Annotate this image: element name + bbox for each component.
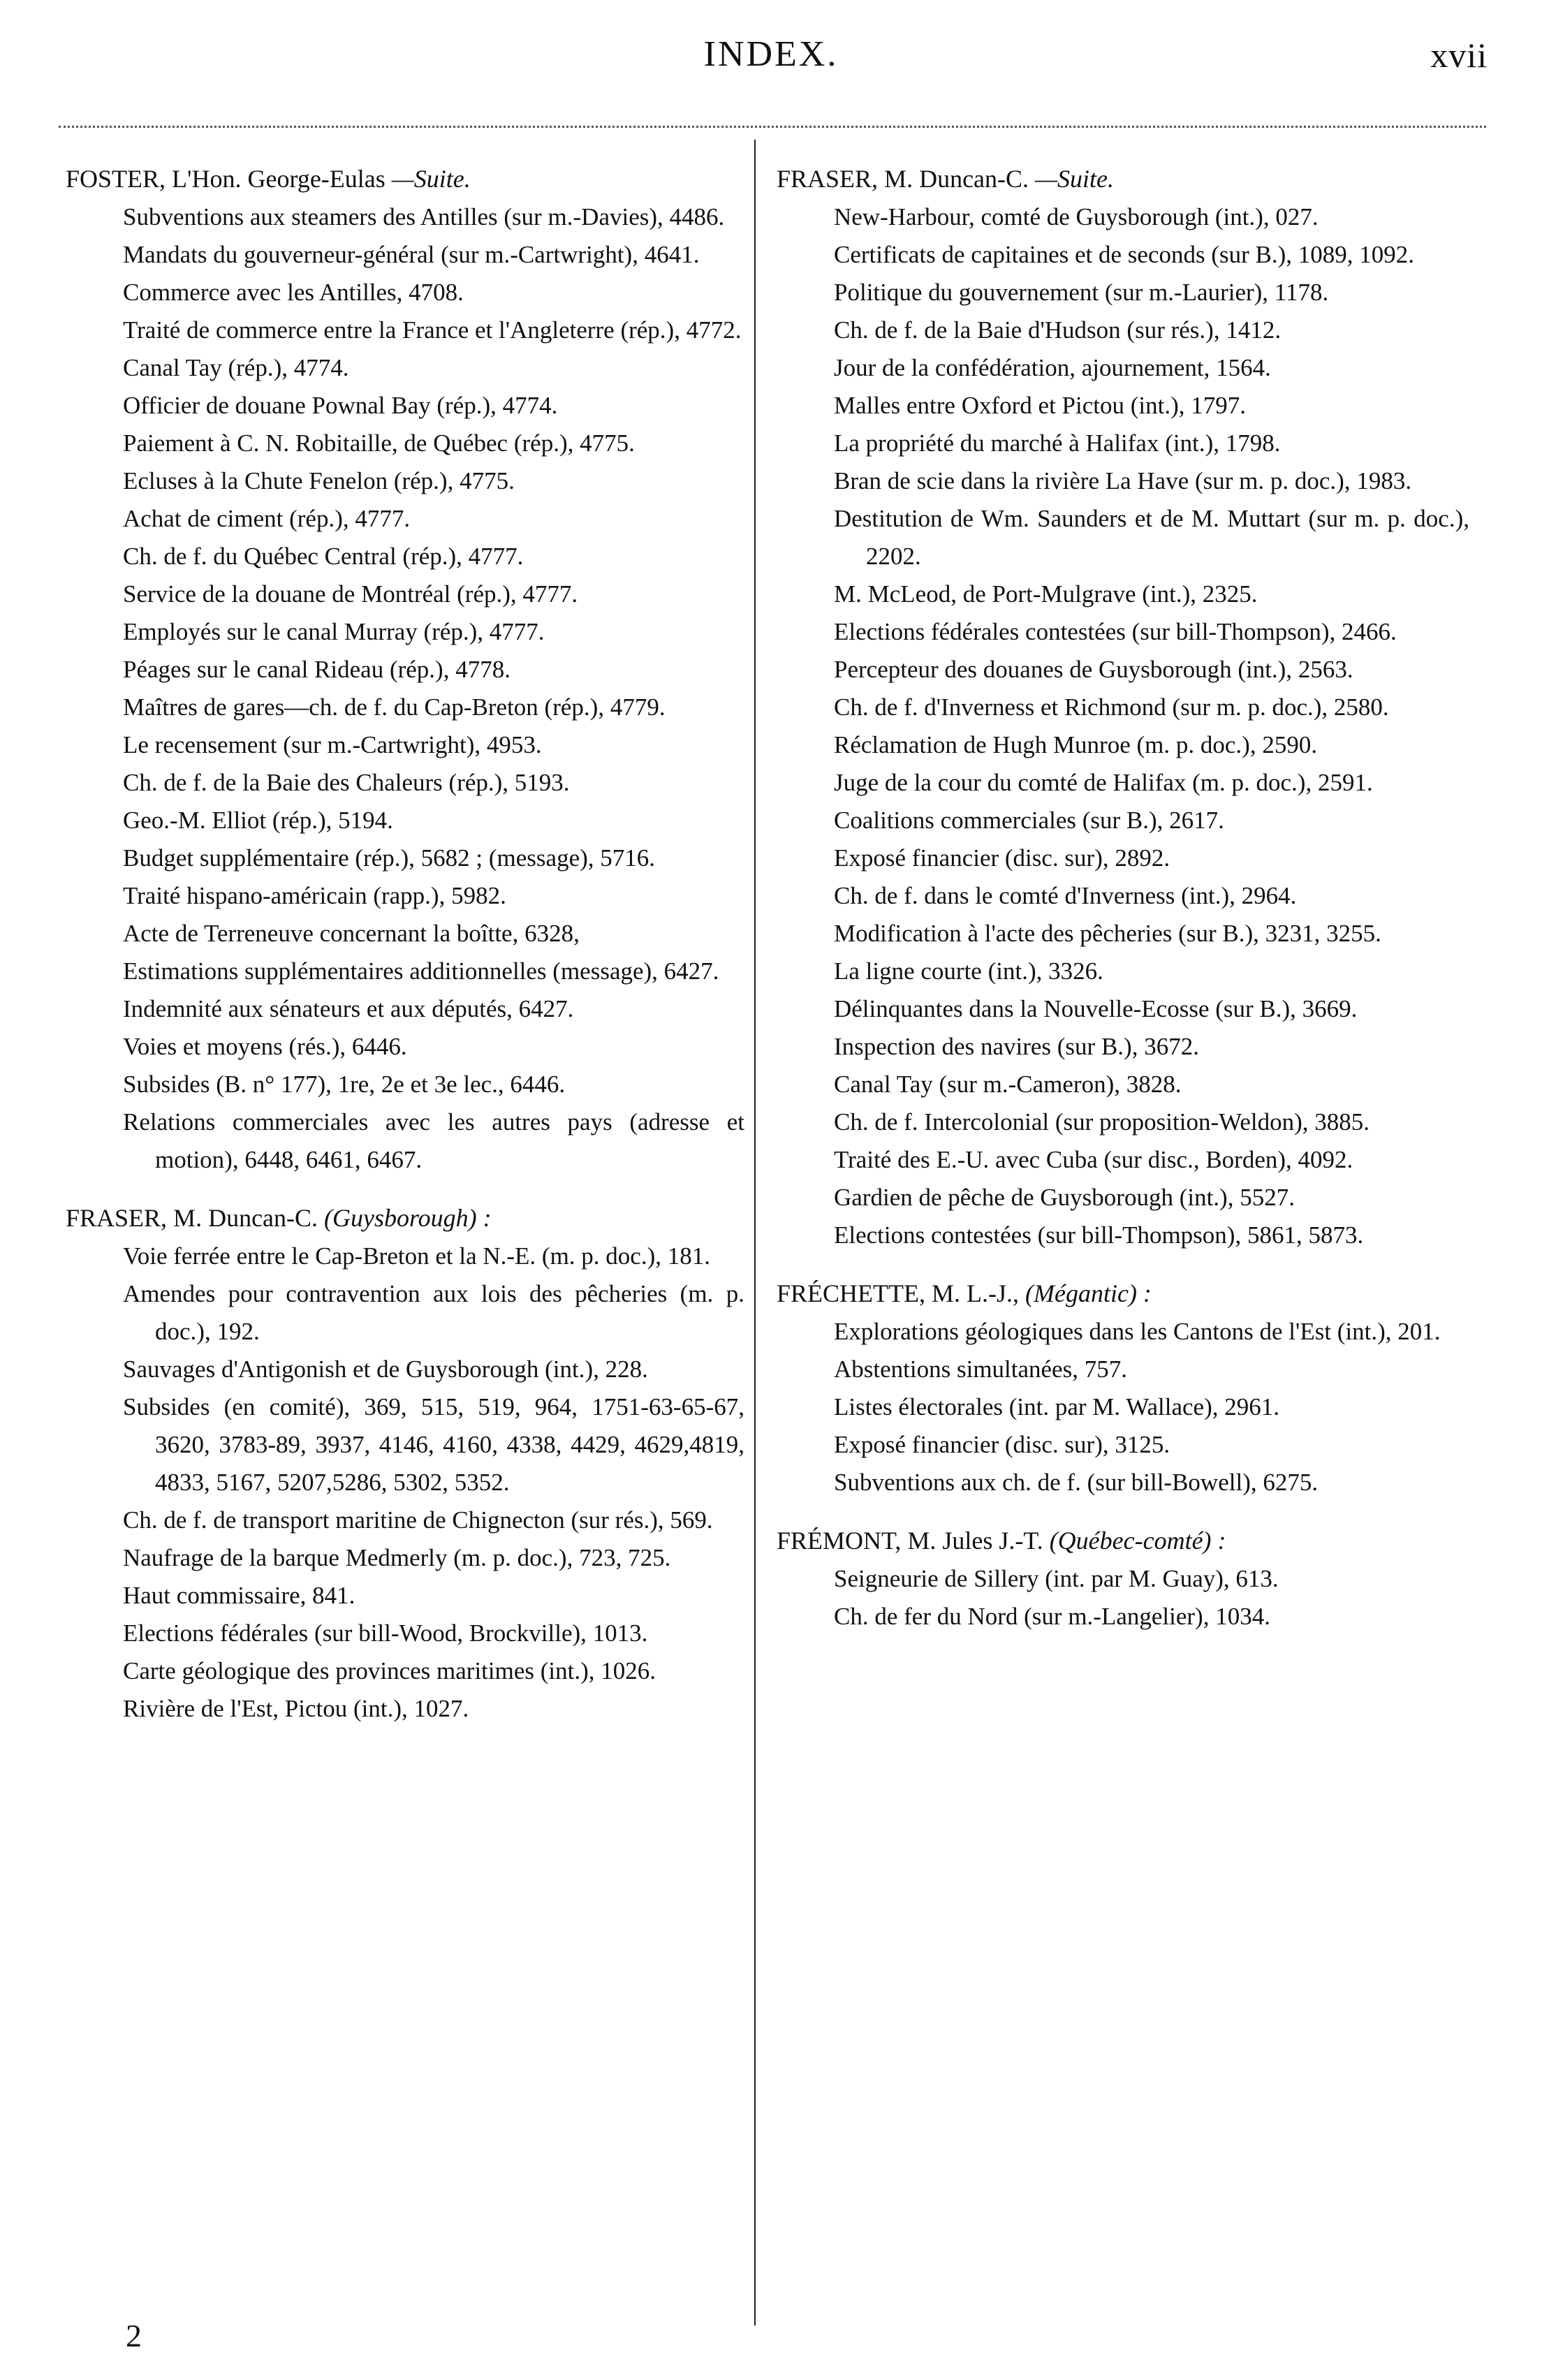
index-item: Traité des E.-U. avec Cuba (sur disc., Borden), 4092.	[834, 1146, 1353, 1173]
index-item: Elections contestées (sur bill-Thompson), 5861, 5873.	[834, 1221, 1364, 1249]
index-item: Percepteur des douanes de Guysborough (int.), 2563.	[834, 656, 1353, 683]
index-item: Acte de Terreneuve concernant la boîtte, 6328,	[123, 920, 580, 947]
index-item: Subsides (B. n° 177), 1re, 2e et 3e lec., 6446.	[123, 1071, 566, 1098]
index-item: Mandats du gouverneur-général (sur m.-Cartwright), 4641.	[123, 241, 700, 268]
index-item: Délinquantes dans la Nouvelle-Ecosse (sur B.), 3669.	[834, 995, 1358, 1022]
index-item: Ch. de f. Intercolonial (sur proposition-Weldon), 3885.	[834, 1108, 1370, 1136]
index-item: Ch. de f. d'Inverness et Richmond (sur m. p. doc.), 2580.	[834, 693, 1389, 721]
index-item: Commerce avec les Antilles, 4708.	[123, 279, 464, 306]
index-item: Elections fédérales (sur bill-Wood, Brockville), 1013.	[123, 1619, 648, 1647]
index-item: Modification à l'acte des pêcheries (sur B.), 3231, 3255.	[834, 920, 1381, 947]
index-item: Ch. de f. du Québec Central (rép.), 4777.	[123, 543, 524, 570]
index-item: Subventions aux steamers des Antilles (sur m.-Davies), 4486.	[123, 203, 725, 230]
index-entry	[771, 1521, 1469, 1636]
entry-items	[60, 198, 744, 1179]
index-item: Traité hispano-américain (rapp.), 5982.	[123, 882, 506, 909]
index-item: M. McLeod, de Port-Mulgrave (int.), 2325.	[834, 580, 1258, 608]
index-item: Indemnité aux sénateurs et aux députés, 6427.	[123, 995, 574, 1022]
index-item: Coalitions commerciales (sur B.), 2617.	[834, 807, 1224, 834]
index-item: Amendes pour contravention aux lois des pêcheries (m. p. doc.), 192.	[123, 1280, 744, 1345]
entry-suffix: —Suite.	[1035, 165, 1115, 193]
index-item: Juge de la cour du comté de Halifax (m. p. doc.), 2591.	[834, 769, 1373, 796]
entry-heading	[771, 1521, 1469, 1560]
index-item: Réclamation de Hugh Munroe (m. p. doc.), 2590.	[834, 731, 1318, 758]
index-item: Service de la douane de Montréal (rép.), 4777.	[123, 580, 578, 608]
index-item: Traité de commerce entre la France et l'Angleterre (rép.), 4772.	[123, 316, 742, 344]
index-item: Ch. de f. de la Baie des Chaleurs (rép.), 5193.	[123, 769, 570, 796]
index-item: Haut commissaire, 841.	[123, 1582, 355, 1609]
index-item: Listes électorales (int. par M. Wallace), 2961.	[834, 1393, 1279, 1420]
index-item: Officier de douane Pownal Bay (rép.), 4774.	[123, 392, 558, 419]
index-item: Ch. de f. dans le comté d'Inverness (int.), 2964.	[834, 882, 1297, 909]
index-entry	[771, 159, 1469, 1254]
index-item: Certificats de capitaines et de seconds (sur B.), 1089, 1092.	[834, 241, 1415, 268]
index-item: Employés sur le canal Murray (rép.), 4777.	[123, 618, 545, 645]
index-item: La ligne courte (int.), 3326.	[834, 957, 1103, 985]
index-item: Inspection des navires (sur B.), 3672.	[834, 1033, 1199, 1060]
right-column	[771, 159, 1469, 1655]
entry-items	[771, 1560, 1469, 1636]
index-item: Politique du gouvernement (sur m.-Laurier), 1178.	[834, 279, 1329, 306]
index-item: Malles entre Oxford et Pictou (int.), 1797.	[834, 392, 1247, 419]
index-item: Rivière de l'Est, Pictou (int.), 1027.	[123, 1695, 469, 1722]
index-item: Ch. de f. de la Baie d'Hudson (sur rés.), 1412.	[834, 316, 1282, 344]
index-item: Paiement à C. N. Robitaille, de Québec (rép.), 4775.	[123, 429, 635, 457]
entry-items	[771, 198, 1469, 1254]
entry-suffix: (Québec-comté) :	[1049, 1527, 1226, 1555]
entry-name: FRÉCHETTE, M. L.-J.,	[777, 1279, 1019, 1307]
entry-name: FOSTER, L'Hon. George-Eulas	[66, 165, 386, 193]
entry-items	[771, 1313, 1469, 1501]
index-item: La propriété du marché à Halifax (int.), 1798.	[834, 429, 1281, 457]
entry-name: FRÉMONT, M. Jules J.-T.	[777, 1527, 1043, 1555]
entry-suffix: (Guysborough) :	[324, 1204, 492, 1232]
index-item: Destitution de Wm. Saunders et de M. Muttart (sur m. p. doc.), 2202.	[834, 505, 1469, 570]
index-entry	[60, 1198, 744, 1728]
index-item: Exposé financier (disc. sur), 3125.	[834, 1431, 1170, 1458]
index-item: New-Harbour, comté de Guysborough (int.), 027.	[834, 203, 1319, 230]
index-entry	[771, 1274, 1469, 1501]
index-item: Abstentions simultanées, 757.	[834, 1356, 1127, 1383]
index-item: Voies et moyens (rés.), 6446.	[123, 1033, 407, 1060]
entry-heading	[60, 159, 744, 198]
index-item: Elections fédérales contestées (sur bill-Thompson), 2466.	[834, 618, 1397, 645]
index-item: Subsides (en comité), 369, 515, 519, 964, 1751-63-65-67, 3620, 3783-89, 3937, 4146, 4160, 4338, 4429, 4629,4819, 4833, 5167, 5207,5286, 5302, 5352.	[123, 1393, 744, 1496]
index-item: Péages sur le canal Rideau (rép.), 4778.	[123, 656, 511, 683]
index-item: Ch. de fer du Nord (sur m.-Langelier), 1034.	[834, 1603, 1270, 1630]
entry-heading	[60, 1198, 744, 1237]
index-item: Exposé financier (disc. sur), 2892.	[834, 844, 1170, 872]
column-divider	[754, 140, 756, 2326]
entry-heading	[771, 159, 1469, 198]
index-item: Canal Tay (rép.), 4774.	[123, 354, 349, 381]
index-item: Gardien de pêche de Guysborough (int.), 5527.	[834, 1184, 1295, 1211]
entry-items	[60, 1237, 744, 1728]
index-item: Relations commerciales avec les autres pays (adresse et motion), 6448, 6461, 6467.	[123, 1108, 744, 1173]
index-item: Ecluses à la Chute Fenelon (rép.), 4775.	[123, 467, 515, 494]
index-item: Canal Tay (sur m.-Cameron), 3828.	[834, 1071, 1182, 1098]
left-column	[60, 159, 744, 1747]
index-item: Jour de la confédération, ajournement, 1564.	[834, 354, 1271, 381]
page-number: xvii	[1430, 36, 1488, 75]
entry-suffix: —Suite.	[391, 165, 471, 193]
index-item: Seigneurie de Sillery (int. par M. Guay), 613.	[834, 1565, 1279, 1592]
index-item: Geo.-M. Elliot (rép.), 5194.	[123, 807, 393, 834]
index-item: Maîtres de gares—ch. de f. du Cap-Breton (rép.), 4779.	[123, 693, 666, 721]
index-entry	[60, 159, 744, 1179]
signature-mark: 2	[126, 2318, 142, 2353]
index-item: Naufrage de la barque Medmerly (m. p. doc.), 723, 725.	[123, 1544, 671, 1571]
index-item: Achat de ciment (rép.), 4777.	[123, 505, 411, 532]
index-item: Carte géologique des provinces maritimes (int.), 1026.	[123, 1657, 656, 1684]
index-item: Bran de scie dans la rivière La Have (sur m. p. doc.), 1983.	[834, 467, 1412, 494]
index-item: Sauvages d'Antigonish et de Guysborough (int.), 228.	[123, 1356, 648, 1383]
index-item: Estimations supplémentaires additionnelles (message), 6427.	[123, 957, 719, 985]
entry-heading	[771, 1274, 1469, 1313]
header-rule	[59, 126, 1486, 128]
index-item: Budget supplémentaire (rép.), 5682 ; (message), 5716.	[123, 844, 656, 872]
index-item: Ch. de f. de transport maritine de Chignecton (sur rés.), 569.	[123, 1506, 713, 1534]
entry-name: FRASER, M. Duncan-C.	[66, 1204, 318, 1232]
index-item: Voie ferrée entre le Cap-Breton et la N.-E. (m. p. doc.), 181.	[123, 1242, 710, 1270]
entry-name: FRASER, M. Duncan-C.	[777, 165, 1029, 193]
index-item: Explorations géologiques dans les Cantons de l'Est (int.), 201.	[834, 1318, 1441, 1345]
index-item: Le recensement (sur m.-Cartwright), 4953.	[123, 731, 542, 758]
index-item: Subventions aux ch. de f. (sur bill-Bowell), 6275.	[834, 1469, 1319, 1496]
entry-suffix: (Mégantic) :	[1025, 1279, 1152, 1307]
page-title: INDEX.	[703, 34, 839, 74]
